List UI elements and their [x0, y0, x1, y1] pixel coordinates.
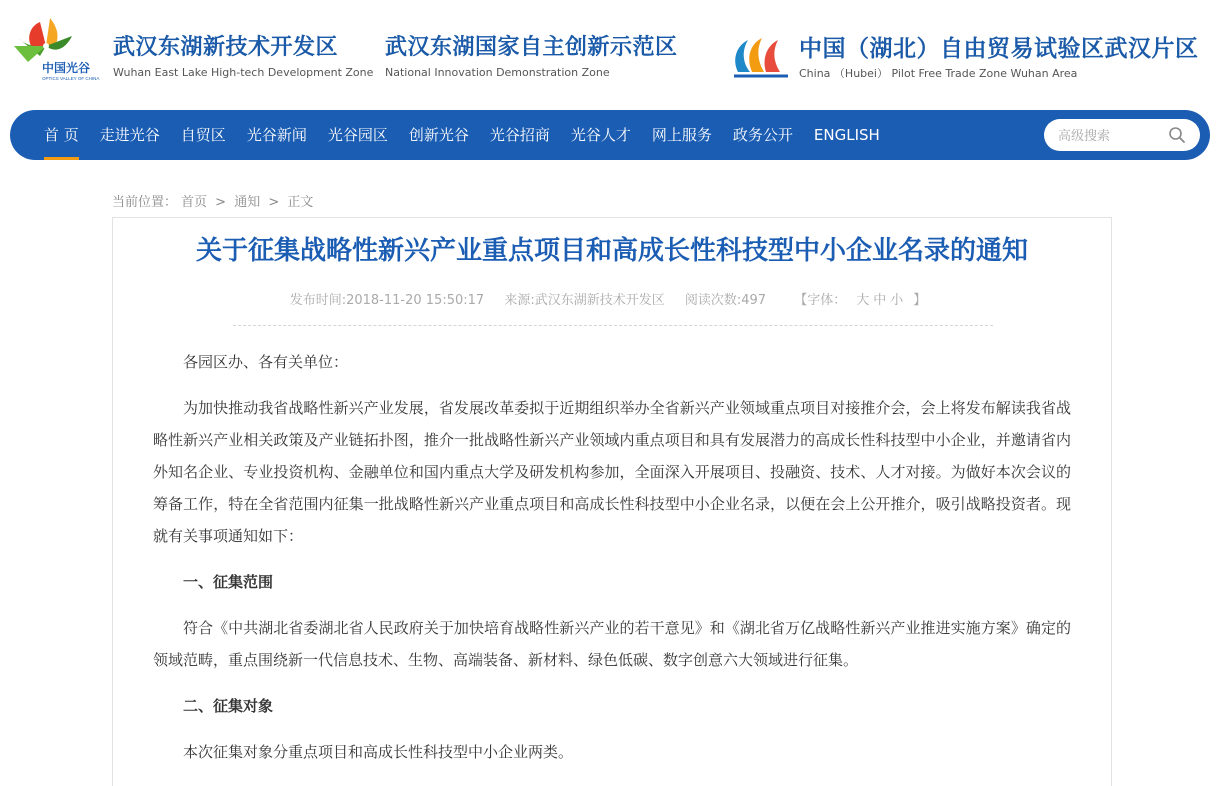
breadcrumb-separator: >: [268, 195, 280, 210]
search-icon[interactable]: [1168, 126, 1186, 144]
nav-item-about[interactable]: 走进光谷: [99, 126, 160, 144]
brand-development-zone[interactable]: [113, 35, 373, 79]
article-container: [112, 217, 1112, 786]
nav-item-parks[interactable]: 光谷园区: [327, 126, 388, 144]
nav-item-online-service[interactable]: 网上服务: [651, 126, 712, 144]
logo-subtext: OPTICS VALLEY OF CHINA: [42, 76, 100, 81]
brand-3-cn: 中国（湖北）自由贸易试验区武汉片区: [799, 36, 1199, 62]
nav-item-innovation[interactable]: 创新光谷: [408, 126, 469, 144]
nav-item-free-trade-zone[interactable]: 自贸区: [180, 126, 226, 144]
main-nav: [10, 110, 1210, 160]
brand-2-cn: 武汉东湖国家自主创新示范区: [385, 35, 678, 60]
article-meta: [113, 289, 1111, 308]
section-heading-targets: 二、征集对象: [183, 697, 274, 715]
optics-valley-logo[interactable]: [10, 16, 106, 82]
nav-item-government-affairs[interactable]: 政务公开: [732, 126, 793, 144]
divider: [233, 325, 993, 326]
view-count: 阅读次数:497: [684, 293, 767, 308]
article-body: [153, 346, 1071, 782]
font-large-button[interactable]: 大: [856, 293, 870, 308]
font-small-button[interactable]: 小: [890, 293, 904, 308]
font-label-open: 【字体：: [794, 293, 847, 308]
brand-2-en: National Innovation Demonstration Zone: [385, 66, 610, 79]
nav-item-news[interactable]: 光谷新闻: [246, 126, 307, 144]
free-trade-zone-logo[interactable]: [728, 32, 794, 80]
font-medium-button[interactable]: 中: [873, 293, 887, 308]
font-label-close: 】: [913, 293, 927, 308]
publish-time: 发布时间:2018-11-20 15:50:17: [289, 293, 485, 308]
paragraph-scope: 符合《中共湖北省委湖北省人民政府关于加快培育战略性新兴产业的若干意见》和《湖北省万亿战略性新兴产业推进实施方案》确定的领域范畴，重点围绕新一代信息技术、生物、高端装备、新材料、绿色低碳、数字创意六大领域进行征集。: [153, 619, 1071, 669]
brand-1-en: Wuhan East Lake High-tech Development Zone: [113, 66, 374, 79]
search-input[interactable]: [1058, 125, 1168, 145]
breadcrumb: [112, 191, 317, 210]
breadcrumb-current: 正文: [287, 195, 314, 210]
paragraph-targets: 本次征集对象分重点项目和高成长性科技型中小企业两类。: [183, 743, 574, 761]
search-box: [1044, 119, 1200, 151]
font-size-control: [786, 293, 934, 308]
nav-item-home[interactable]: 首 页: [44, 110, 79, 160]
nav-item-talent[interactable]: 光谷人才: [570, 126, 631, 144]
section-heading-scope: 一、征集范围: [183, 573, 274, 591]
nav-items: [44, 110, 901, 160]
nav-item-english[interactable]: ENGLISH: [813, 126, 880, 144]
article-title: 关于征集战略性新兴产业重点项目和高成长性科技型中小企业名录的通知: [195, 236, 1028, 266]
site-header: [0, 0, 1228, 100]
brand-1-cn: 武汉东湖新技术开发区: [113, 35, 339, 60]
brand-3-en: China （Hubei） Pilot Free Trade Zone Wuhan Area: [799, 67, 1078, 80]
nav-item-investment[interactable]: 光谷招商: [489, 126, 550, 144]
brand-innovation-zone[interactable]: [385, 35, 678, 79]
paragraph-greeting: 各园区办、各有关单位：: [183, 353, 349, 371]
logo-text: 中国光谷: [42, 61, 91, 75]
paragraph-intro: 为加快推动我省战略性新兴产业发展，省发展改革委拟于近期组织举办全省新兴产业领域重点项目对接推介会，会上将发布解读我省战略性新兴产业相关政策及产业链拓扑图，推介一批战略性新兴产业领域内重点项目和具有发展潜力的高成长性科技型中小企业，并邀请省内外知名企业、专业投资机构、金融单位和国内重点大学及研发机构参加，全面深入开展项目、投融资、技术、人才对接。为做好本次会议的筹备工作，特在全省范围内征集一批战略性新兴产业重点项目和高成长性科技型中小企业名录，以便在会上公开推介，吸引战略投资者。现就有关事项通知如下：: [153, 399, 1071, 545]
brand-free-trade-zone[interactable]: [799, 36, 1199, 80]
breadcrumb-home[interactable]: 首页: [181, 195, 208, 210]
breadcrumb-separator: >: [215, 195, 227, 210]
breadcrumb-section[interactable]: 通知: [234, 195, 261, 210]
breadcrumb-prefix: 当前位置：: [112, 195, 178, 210]
article-source: 来源:武汉东湖新技术开发区: [504, 293, 665, 308]
